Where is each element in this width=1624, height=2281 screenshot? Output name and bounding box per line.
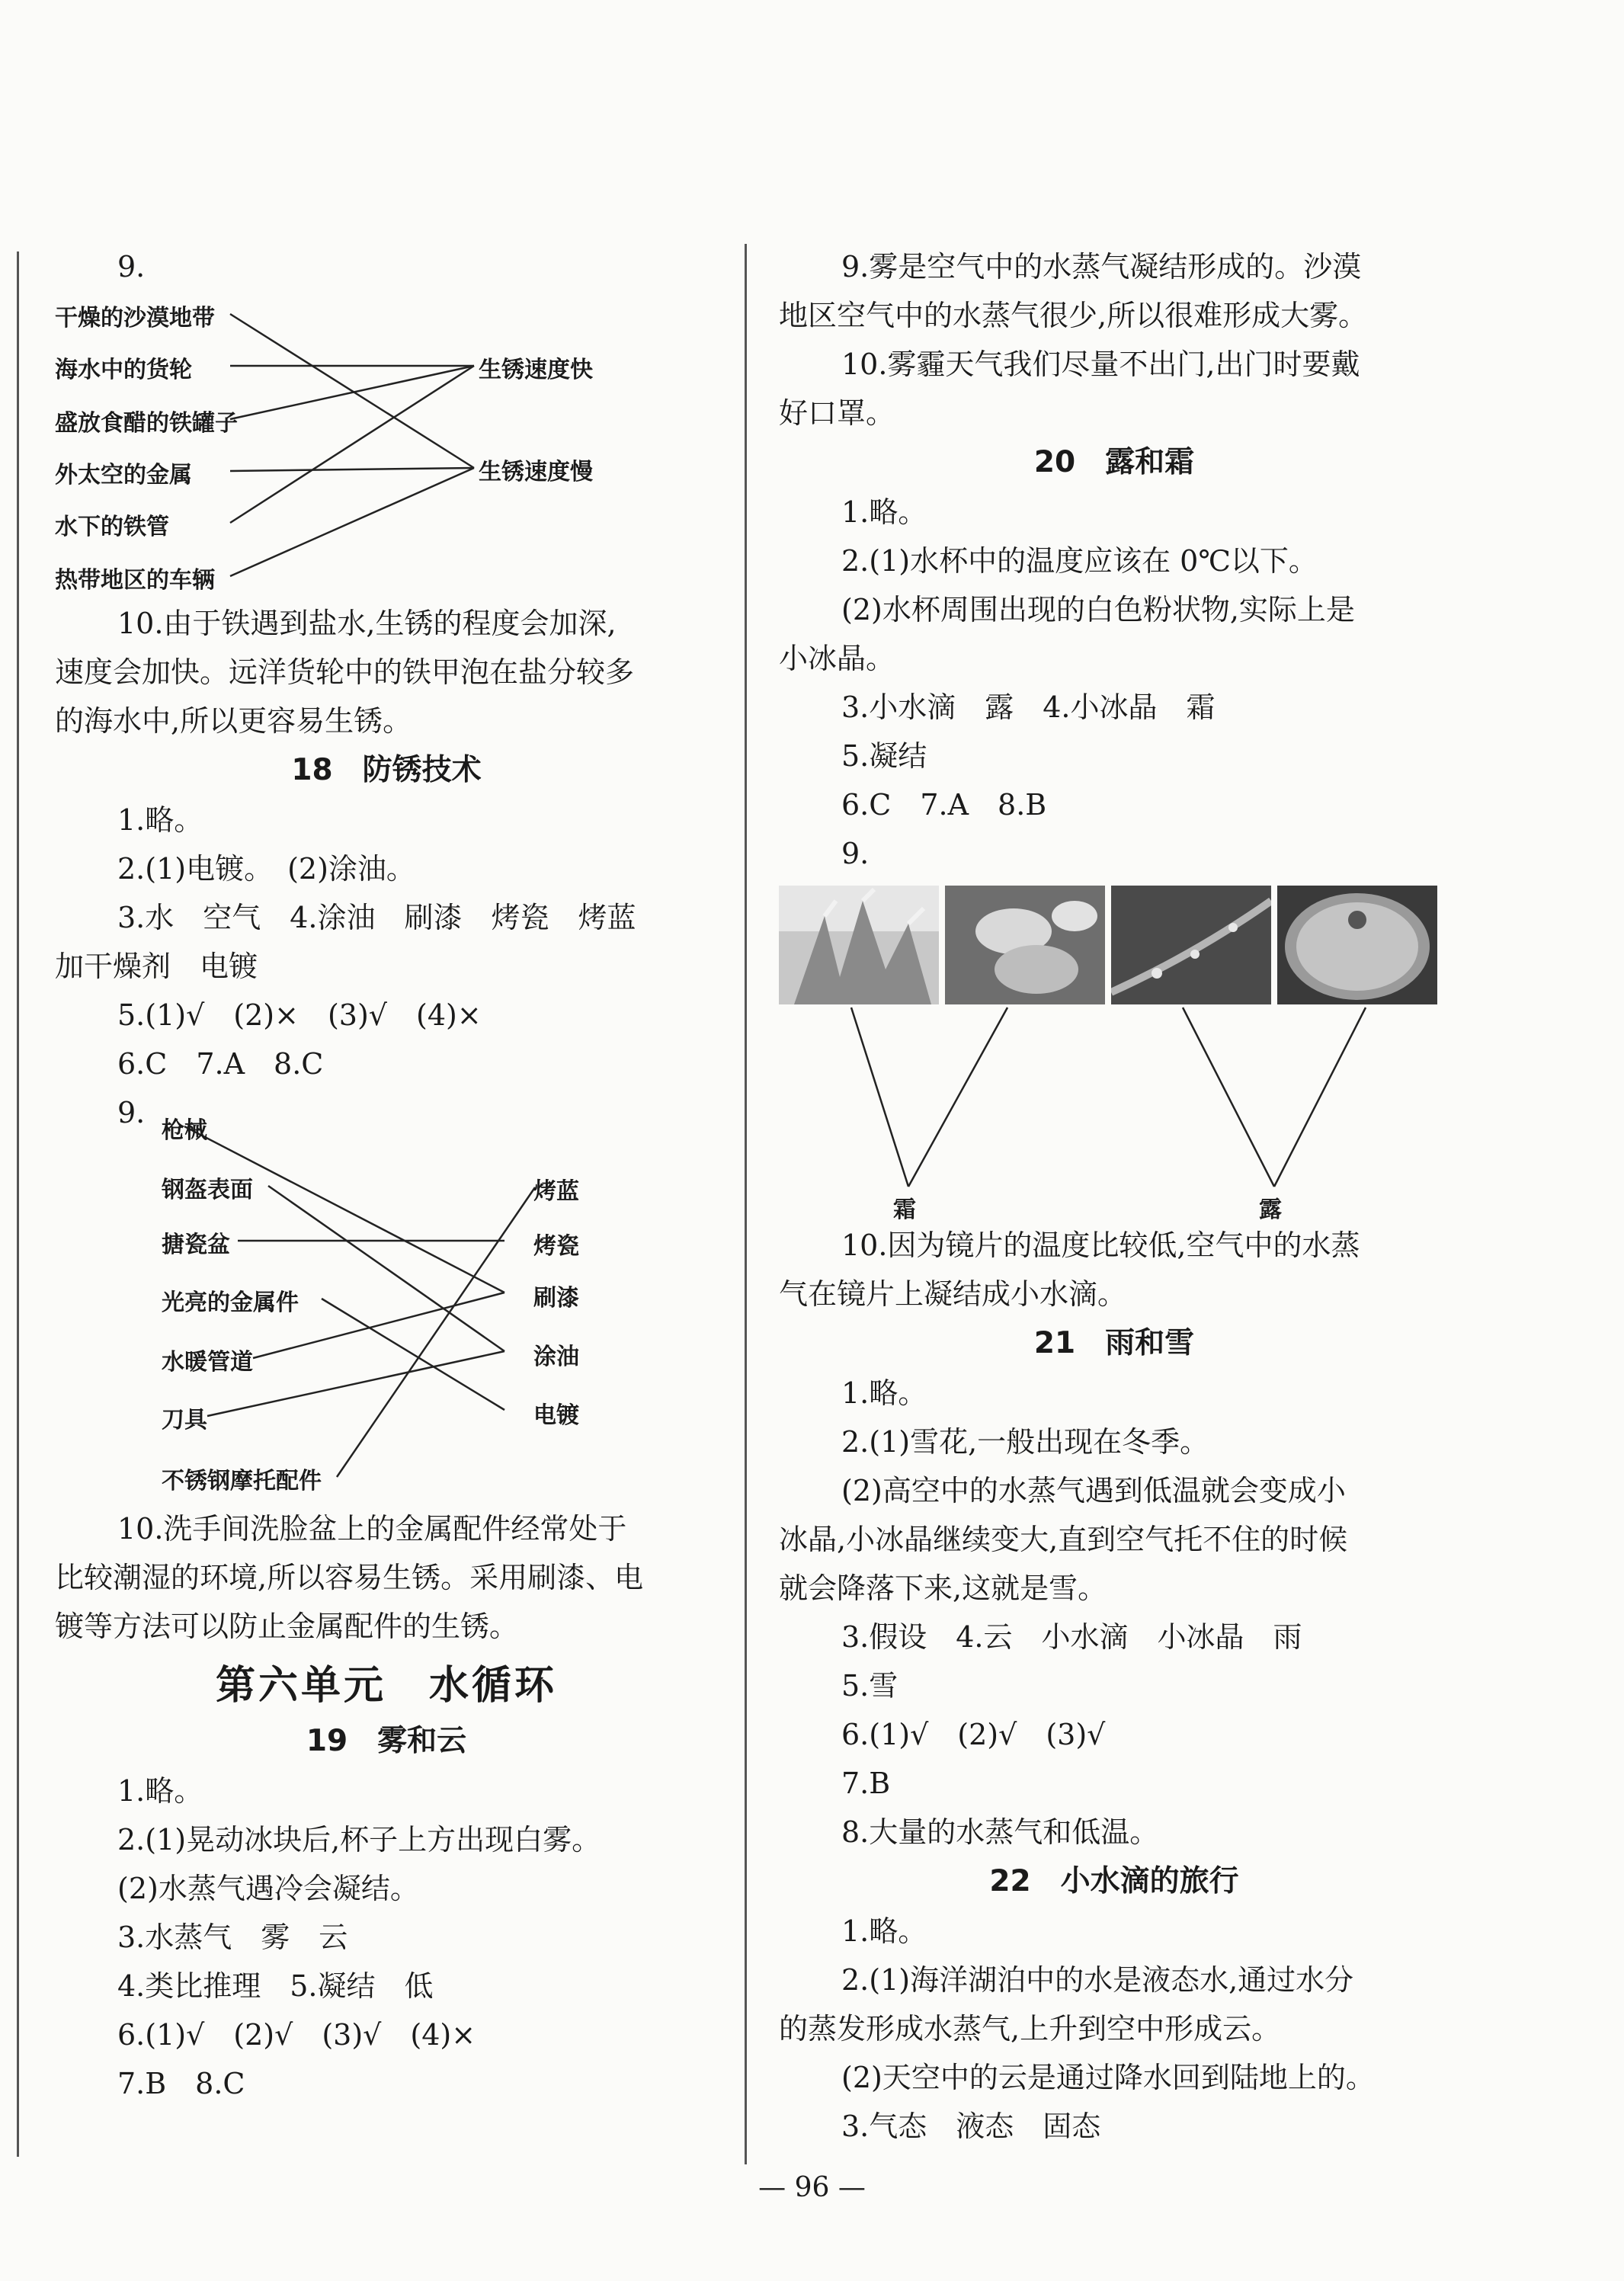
lesson21-line-10: 8.大量的水蒸气和低温。 xyxy=(841,1815,1159,1849)
match1-left-5: 热带地区的车辆 xyxy=(55,567,215,594)
lesson19-line-4: 3.水蒸气 雾 云 xyxy=(117,1921,348,1954)
lesson21-line-7: 5.雪 xyxy=(841,1669,898,1703)
lesson18-line-5: 5.(1)√ (2)× (3)√ (4)× xyxy=(117,998,482,1032)
lesson20-line-8: 9. xyxy=(841,837,870,870)
match1-left-2: 盛放食醋的铁罐子 xyxy=(55,410,238,437)
photo-matching-lines xyxy=(779,886,1449,1221)
r-q9-line-1: 9.雾是空气中的水蒸气凝结形成的。沙漠 xyxy=(841,250,1362,284)
lesson18-line-3: 3.水 空气 4.涂油 刷漆 烤瓷 烤蓝 xyxy=(117,901,636,934)
lesson20-line-3: (2)水杯周围出现的白色粉状物,实际上是 xyxy=(841,593,1355,626)
lesson19-line-5: 4.类比推理 5.凝结 低 xyxy=(117,1969,434,2003)
lesson18-title: 18 防锈技术 xyxy=(291,753,482,787)
lesson21-line-3: (2)高空中的水蒸气遇到低温就会变成小 xyxy=(841,1474,1346,1507)
lesson21-line-9: 7.B xyxy=(841,1767,891,1800)
unit-title: 第六单元 水循环 xyxy=(215,1663,557,1709)
match2-left-0: 枪械 xyxy=(162,1117,207,1144)
lesson21-line-6: 3.假设 4.云 小水滴 小冰晶 雨 xyxy=(841,1620,1302,1654)
r-q9-line-2: 地区空气中的水蒸气很少,所以很难形成大雾。 xyxy=(779,299,1368,332)
match2-left-3: 光亮的金属件 xyxy=(162,1289,299,1316)
lesson21-line-4: 冰晶,小冰晶继续变大,直到空气托不住的时候 xyxy=(779,1523,1348,1556)
lesson19-title: 19 雾和云 xyxy=(306,1724,467,1758)
match1-left-1: 海水中的货轮 xyxy=(55,357,192,383)
q10b-line-1: 10.洗手间洗脸盆上的金属配件经常处于 xyxy=(117,1512,627,1546)
lesson21-line-2: 2.(1)雪花,一般出现在冬季。 xyxy=(841,1425,1209,1459)
lesson20-line-2: 2.(1)水杯中的温度应该在 0℃以下。 xyxy=(841,544,1318,578)
label-frost: 霜 xyxy=(893,1197,916,1223)
match1-right-1: 生锈速度慢 xyxy=(479,459,593,485)
lesson21-title: 21 雨和雪 xyxy=(1033,1326,1195,1360)
r-q10b-line-1: 10.因为镜片的温度比较低,空气中的水蒸 xyxy=(841,1229,1360,1262)
q10-line-3: 的海水中,所以更容易生锈。 xyxy=(55,704,412,738)
lesson22-line-2: 2.(1)海洋湖泊中的水是液态水,通过水分 xyxy=(841,1963,1354,1997)
lesson19-line-3: (2)水蒸气遇冷会凝结。 xyxy=(117,1872,419,1905)
lesson19-line-6: 6.(1)√ (2)√ (3)√ (4)× xyxy=(117,2018,476,2052)
lesson22-line-3: 的蒸发形成水蒸气,上升到空中形成云。 xyxy=(779,2012,1281,2046)
right-column xyxy=(779,242,1449,2151)
q10-line-2: 速度会加快。远洋货轮中的铁甲泡在盐分较多 xyxy=(55,655,635,689)
lesson19-line-2: 2.(1)晃动冰块后,杯子上方出现白雾。 xyxy=(117,1823,601,1857)
q10-line-1: 10.由于铁遇到盐水,生锈的程度会加深, xyxy=(117,607,617,640)
photo-matching xyxy=(779,886,1449,1221)
lesson20-line-7: 6.C 7.A 8.B xyxy=(841,788,1047,822)
r-q10-line-1: 10.雾霾天气我们尽量不出门,出门时要戴 xyxy=(841,348,1360,381)
q10b-line-2: 比较潮湿的环境,所以容易生锈。采用刷漆、电 xyxy=(55,1561,644,1594)
left-column xyxy=(55,242,718,2108)
lesson20-title: 20 露和霜 xyxy=(1033,445,1195,479)
lesson22-line-5: 3.气态 液态 固态 xyxy=(841,2110,1101,2143)
lesson21-line-1: 1.略。 xyxy=(841,1376,927,1410)
matching-diagram-rust xyxy=(55,294,718,594)
lesson22-title: 22 小水滴的旅行 xyxy=(989,1864,1239,1898)
lesson20-line-1: 1.略。 xyxy=(841,495,927,529)
column-divider xyxy=(745,244,747,2164)
left-margin-rule xyxy=(17,251,19,2157)
lesson20-line-6: 5.凝结 xyxy=(841,739,927,773)
lesson18-line-4: 加干燥剂 电镀 xyxy=(55,950,258,983)
match2-right-2: 刷漆 xyxy=(533,1285,579,1312)
match2-left-2: 搪瓷盆 xyxy=(162,1232,230,1258)
match2-right-3: 涂油 xyxy=(533,1344,579,1370)
lesson21-line-5: 就会降落下来,这就是雪。 xyxy=(779,1571,1107,1605)
lesson20-line-5: 3.小水滴 露 4.小冰晶 霜 xyxy=(841,690,1216,724)
lesson21-line-8: 6.(1)√ (2)√ (3)√ xyxy=(841,1718,1106,1751)
match1-left-4: 水下的铁管 xyxy=(55,514,169,540)
q9-label: 9. xyxy=(117,250,146,284)
match2-right-1: 烤瓷 xyxy=(533,1233,579,1260)
lesson22-line-4: (2)天空中的云是通过降水回到陆地上的。 xyxy=(841,2061,1375,2094)
page-number: — 96 — xyxy=(758,2172,866,2203)
lesson20-line-4: 小冰晶。 xyxy=(779,642,895,675)
matching-lines-2 xyxy=(55,1088,718,1500)
match2-left-5: 刀具 xyxy=(162,1407,207,1434)
match1-left-3: 外太空的金属 xyxy=(55,462,192,489)
match2-left-1: 钢盔表面 xyxy=(162,1177,253,1203)
lesson19-line-1: 1.略。 xyxy=(117,1774,203,1808)
match2-left-6: 不锈钢摩托配件 xyxy=(162,1468,322,1495)
match1-left-0: 干燥的沙漠地带 xyxy=(55,305,215,332)
q10b-line-3: 镀等方法可以防止金属配件的生锈。 xyxy=(55,1610,519,1643)
lesson18-line-6: 6.C 7.A 8.C xyxy=(117,1047,324,1081)
r-q10-line-2: 好口罩。 xyxy=(779,396,895,430)
match2-left-4: 水暖管道 xyxy=(162,1349,253,1376)
match1-right-0: 生锈速度快 xyxy=(479,357,593,383)
lesson22-line-1: 1.略。 xyxy=(841,1914,927,1948)
lesson18-line-2: 2.(1)电镀。 (2)涂油。 xyxy=(117,852,415,886)
matching-diagram-antirust xyxy=(55,1088,718,1500)
q9b-label: 9. xyxy=(117,1096,146,1129)
matching-lines xyxy=(55,294,718,591)
label-dew: 露 xyxy=(1259,1197,1282,1223)
r-q10b-line-2: 气在镜片上凝结成小水滴。 xyxy=(779,1277,1127,1311)
lesson19-line-7: 7.B 8.C xyxy=(117,2067,245,2100)
match2-right-0: 烤蓝 xyxy=(533,1178,579,1205)
match2-right-4: 电镀 xyxy=(533,1402,579,1429)
lesson18-line-1: 1.略。 xyxy=(117,803,203,837)
